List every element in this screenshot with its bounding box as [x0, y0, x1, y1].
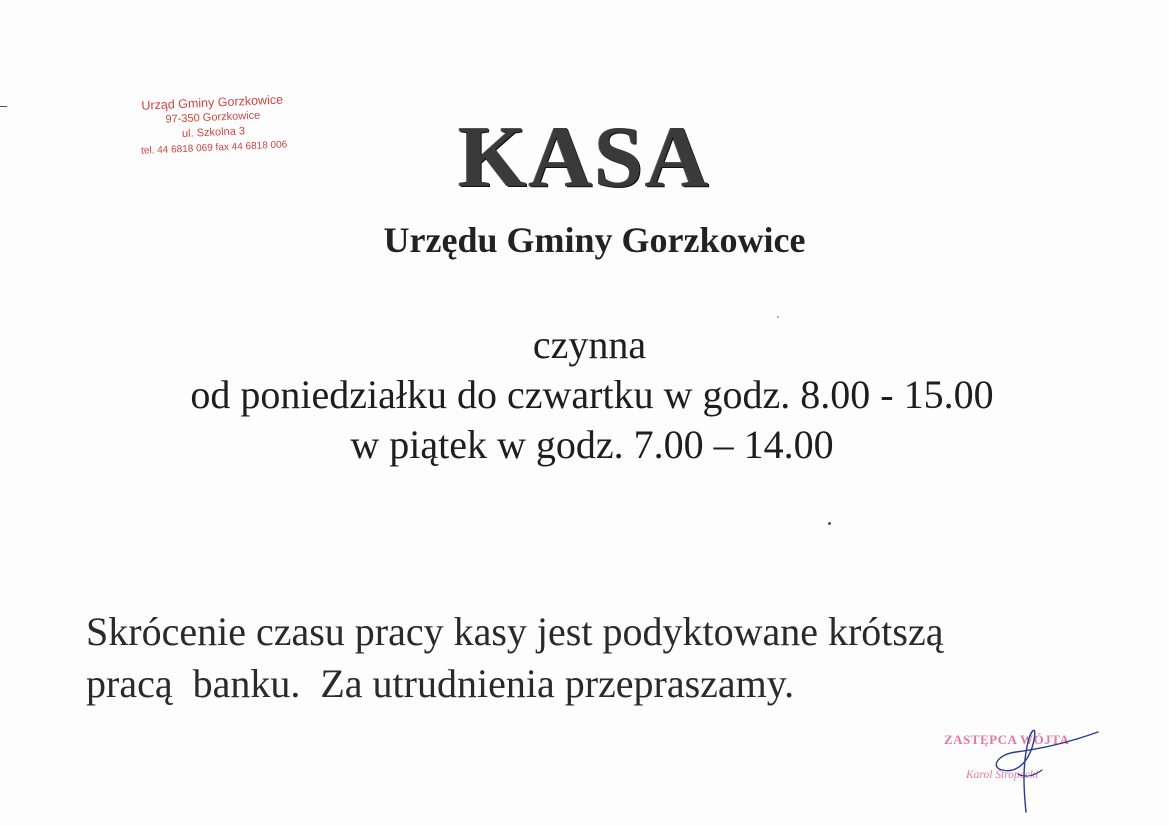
handwritten-signature-icon: [930, 712, 1130, 822]
page-title: KASA: [458, 109, 711, 206]
stamp-postal-code: 97-350 Gorzkowice: [165, 109, 261, 126]
stamp-office-name: Urząd Gminy Gorzkowice: [141, 92, 284, 113]
signature-stamp-title: ZASTĘPCA WÓJTA: [944, 732, 1070, 747]
page-subtitle: Urzędu Gminy Gorzkowice: [383, 220, 806, 260]
notice-paragraph: [86, 606, 1086, 710]
opening-hours: [0, 320, 1169, 470]
scan-speck: [777, 316, 779, 318]
hours-intro: czynna: [532, 322, 647, 367]
stamp-street: ul. Szkolna 3: [181, 125, 246, 140]
hours-friday: w piątek w godz. 7.00 – 14.00: [350, 422, 834, 467]
notice-line-1: Skrócenie czasu pracy kasy jest podyktowane krótszą: [86, 609, 944, 654]
hours-weekdays: od poniedziałku do czwartku w godz. 8.00 - 15.00: [190, 372, 994, 417]
scan-edge-mark: [0, 106, 7, 107]
scan-speck: [828, 522, 831, 525]
signature-block: [930, 712, 1130, 822]
signature-stamp-name: Karol Stropecki: [966, 769, 1039, 781]
stamp-phone-fax: tel. 44 6818 069 fax 44 6818 006: [140, 139, 288, 157]
notice-line-2: pracą banku. Za utrudnienia przepraszamy.: [86, 661, 795, 706]
